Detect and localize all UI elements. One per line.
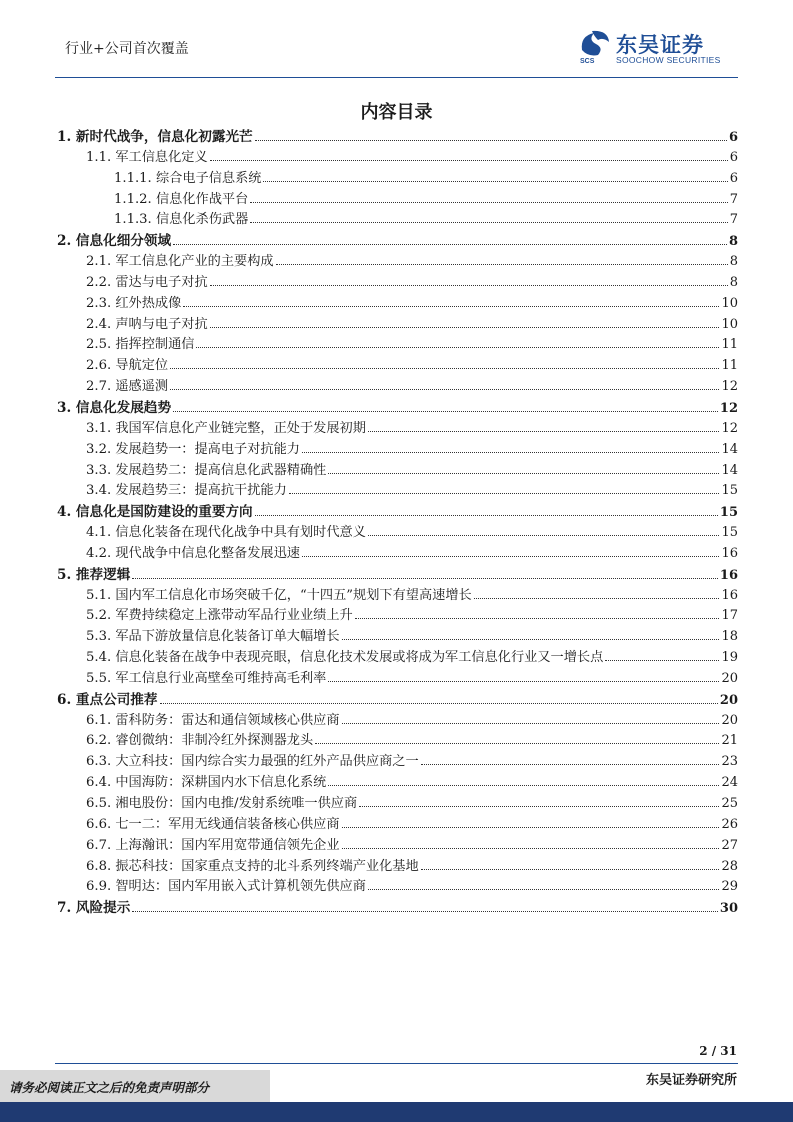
toc-entry-label: 3.2. 发展趋势一：提高电子对抗能力 bbox=[86, 441, 300, 457]
toc-entry[interactable] bbox=[57, 896, 738, 917]
toc-entry-label: 2.1. 军工信息化产业的主要构成 bbox=[86, 254, 274, 270]
toc-leader-dots bbox=[315, 743, 719, 744]
toc-entry-label: 2.4. 声呐与电子对抗 bbox=[86, 316, 208, 332]
toc-leader-dots bbox=[263, 181, 727, 182]
toc-leader-dots bbox=[355, 618, 720, 619]
toc-leader-dots bbox=[210, 327, 720, 328]
toc-entry-label: 1. 新时代战争，信息化初露光芒 bbox=[57, 129, 253, 145]
toc-entry[interactable] bbox=[57, 625, 738, 646]
toc-entry-page: 8 bbox=[729, 254, 738, 270]
toc-leader-dots bbox=[173, 411, 718, 412]
toc-entry[interactable] bbox=[57, 375, 738, 396]
toc-leader-dots bbox=[160, 703, 718, 704]
toc-entry-label: 3.4. 发展趋势三：提高抗干扰能力 bbox=[86, 483, 287, 499]
toc-leader-dots bbox=[196, 347, 719, 348]
toc-entry-page: 11 bbox=[721, 337, 738, 353]
toc-entry-page: 20 bbox=[719, 692, 738, 708]
toc-entry[interactable] bbox=[57, 855, 738, 876]
toc-entry-label: 5.1. 国内军工信息化市场突破千亿，“十四五”规划下有望高速增长 bbox=[86, 587, 472, 603]
toc-entry-page: 14 bbox=[721, 441, 738, 457]
toc-entry[interactable] bbox=[57, 521, 738, 542]
toc-entry-page: 20 bbox=[721, 670, 738, 686]
toc-entry[interactable] bbox=[57, 584, 738, 605]
toc-leader-dots bbox=[132, 911, 718, 912]
toc-entry-page: 29 bbox=[721, 879, 738, 895]
toc-entry-page: 6 bbox=[729, 149, 738, 165]
toc-entry-label: 5.4. 信息化装备在战争中表现亮眼，信息化技术发展或将成为军工信息化行业又一增长点 bbox=[86, 650, 604, 666]
toc-entry[interactable] bbox=[57, 146, 738, 167]
toc-leader-dots bbox=[210, 285, 728, 286]
toc-entry-label: 6.3. 大立科技：国内综合实力最强的红外产品供应商之一 bbox=[86, 754, 419, 770]
brand-logo bbox=[578, 28, 738, 70]
toc-entry-label: 1.1. 军工信息化定义 bbox=[86, 149, 208, 165]
toc-entry-page: 8 bbox=[728, 234, 738, 250]
toc-entry-label: 7. 风险提示 bbox=[57, 900, 131, 917]
toc-entry[interactable] bbox=[57, 292, 738, 313]
toc-leader-dots bbox=[368, 889, 720, 890]
toc-entry-label: 6.6. 七一二：军用无线通信装备核心供应商 bbox=[86, 816, 340, 832]
toc-title: 内容目录 bbox=[360, 102, 433, 123]
brand-abbr: SCS bbox=[580, 58, 595, 65]
toc-entry-page: 21 bbox=[721, 733, 738, 749]
toc-leader-dots bbox=[302, 556, 719, 557]
toc-entry[interactable] bbox=[57, 250, 738, 271]
toc-entry[interactable] bbox=[57, 688, 738, 709]
toc-entry-page: 24 bbox=[721, 775, 738, 791]
toc-entry-page: 20 bbox=[721, 712, 738, 728]
toc-entry-label: 6. 重点公司推荐 bbox=[57, 691, 158, 708]
toc-entry-label: 2. 信息化细分领域 bbox=[57, 233, 172, 250]
toc-entry-page: 6 bbox=[729, 170, 738, 186]
toc-entry-label: 1.1.3. 信息化杀伤武器 bbox=[114, 212, 249, 228]
footer-divider bbox=[55, 1063, 738, 1064]
toc-entry-page: 12 bbox=[721, 420, 738, 436]
toc-leader-dots bbox=[170, 389, 719, 390]
disclaimer-box bbox=[0, 1070, 270, 1102]
toc-leader-dots bbox=[342, 848, 720, 849]
toc-entry-page: 11 bbox=[721, 358, 738, 374]
toc-entry-page: 19 bbox=[721, 650, 738, 666]
brand-name-en: SOOCHOW SECURITIES bbox=[616, 55, 721, 65]
toc-entry-page: 23 bbox=[721, 754, 738, 770]
toc-entry[interactable] bbox=[57, 646, 738, 667]
toc-leader-dots bbox=[132, 578, 718, 579]
toc-entry-label: 6.1. 雷科防务：雷达和通信领域核心供应商 bbox=[86, 712, 340, 728]
toc-entry-label: 6.5. 湘电股份：国内电推/发射系统唯一供应商 bbox=[86, 796, 358, 811]
toc-leader-dots bbox=[474, 598, 720, 599]
toc-leader-dots bbox=[368, 431, 720, 432]
toc-leader-dots bbox=[342, 827, 720, 828]
toc-leader-dots bbox=[173, 244, 727, 245]
toc-entry-page: 28 bbox=[721, 858, 738, 874]
toc-entry[interactable] bbox=[57, 709, 738, 730]
toc-leader-dots bbox=[170, 368, 719, 369]
toc-entry[interactable] bbox=[57, 229, 738, 250]
page-number: 2 / 31 bbox=[699, 1044, 737, 1058]
toc-entry[interactable] bbox=[57, 438, 738, 459]
toc-leader-dots bbox=[328, 473, 719, 474]
toc-entry[interactable] bbox=[57, 417, 738, 438]
toc-entry-label: 1.1.1. 综合电子信息系统 bbox=[114, 170, 262, 186]
toc-entry-label: 6.2. 睿创微纳：非制冷红外探测器龙头 bbox=[86, 733, 314, 749]
toc-entry-label: 5.5. 军工信息行业高壁垒可维持高毛利率 bbox=[86, 670, 327, 686]
toc-entry[interactable] bbox=[57, 313, 738, 334]
toc-leader-dots bbox=[328, 785, 719, 786]
toc-entry-label: 2.2. 雷达与电子对抗 bbox=[86, 274, 208, 290]
toc-entry-label: 6.4. 中国海防：深耕国内水下信息化系统 bbox=[86, 775, 327, 791]
toc-leader-dots bbox=[421, 764, 720, 765]
toc-entry-page: 15 bbox=[719, 505, 738, 521]
toc-entry-page: 12 bbox=[721, 379, 738, 395]
toc-entry[interactable] bbox=[57, 188, 738, 209]
toc-leader-dots bbox=[328, 681, 719, 682]
toc-entry[interactable] bbox=[57, 750, 738, 771]
toc-entry-label: 3.3. 发展趋势二：提高信息化武器精确性 bbox=[86, 462, 327, 478]
toc-entry-page: 14 bbox=[721, 462, 738, 478]
toc-entry[interactable] bbox=[57, 771, 738, 792]
toc-entry[interactable] bbox=[57, 208, 738, 229]
toc-entry-page: 16 bbox=[719, 567, 738, 583]
toc-entry-page: 16 bbox=[721, 587, 738, 603]
toc-entry-page: 15 bbox=[721, 483, 738, 499]
toc-entry-label: 3. 信息化发展趋势 bbox=[57, 399, 172, 416]
toc-entry[interactable] bbox=[57, 354, 738, 375]
toc-entry[interactable] bbox=[57, 834, 738, 855]
toc-entry[interactable] bbox=[57, 459, 738, 480]
toc-leader-dots bbox=[250, 202, 727, 203]
toc-entry[interactable] bbox=[57, 813, 738, 834]
toc-leader-dots bbox=[359, 806, 719, 807]
toc-entry[interactable] bbox=[57, 479, 738, 500]
toc-leader-dots bbox=[342, 723, 720, 724]
toc-leader-dots bbox=[255, 515, 718, 516]
toc-entry-page: 6 bbox=[728, 130, 738, 145]
toc-entry-label: 5. 推荐逻辑 bbox=[57, 566, 131, 583]
toc-entry-page: 7 bbox=[729, 191, 738, 207]
toc-leader-dots bbox=[342, 639, 720, 640]
toc-entry-page: 30 bbox=[719, 901, 738, 917]
toc-entry-page: 15 bbox=[721, 525, 738, 541]
toc-entry-page: 10 bbox=[721, 295, 738, 311]
report-category: 行业+公司首次覆盖 bbox=[65, 41, 189, 57]
disclaimer-text: 请务必阅读正文之后的免责声明部分 bbox=[9, 1080, 210, 1095]
toc-entry[interactable] bbox=[57, 271, 738, 292]
toc-entry-label: 4.1. 信息化装备在现代化战争中具有划时代意义 bbox=[86, 525, 366, 541]
brand-name-cn: 东吴证券 bbox=[616, 33, 704, 57]
table-of-contents bbox=[57, 125, 738, 917]
toc-entry-label: 4. 信息化是国防建设的重要方向 bbox=[57, 504, 253, 521]
toc-entry[interactable] bbox=[57, 792, 738, 813]
toc-entry[interactable] bbox=[57, 604, 738, 625]
toc-entry[interactable] bbox=[57, 125, 738, 146]
toc-entry-page: 10 bbox=[721, 316, 738, 332]
toc-entry[interactable] bbox=[57, 563, 738, 584]
toc-leader-dots bbox=[421, 869, 720, 870]
toc-entry-page: 12 bbox=[719, 400, 738, 416]
toc-entry-label: 6.7. 上海瀚讯：国内军用宽带通信领先企业 bbox=[86, 837, 340, 853]
toc-entry-page: 7 bbox=[729, 212, 738, 228]
toc-entry-label: 2.5. 指挥控制通信 bbox=[86, 337, 195, 353]
toc-leader-dots bbox=[210, 160, 728, 161]
firm-name: 东吴证券研究所 bbox=[645, 1073, 737, 1088]
toc-entry[interactable] bbox=[57, 667, 738, 688]
toc-entry[interactable] bbox=[57, 333, 738, 354]
toc-entry-label: 2.6. 导航定位 bbox=[86, 358, 169, 374]
toc-entry-page: 27 bbox=[721, 837, 738, 853]
toc-leader-dots bbox=[255, 140, 727, 141]
toc-entry-label: 6.9. 智明达：国内军用嵌入式计算机领先供应商 bbox=[86, 879, 366, 895]
toc-leader-dots bbox=[605, 660, 719, 661]
toc-entry-page: 25 bbox=[721, 796, 738, 811]
toc-entry-page: 26 bbox=[721, 816, 738, 832]
toc-entry-label: 3.1. 我国军信息化产业链完整，正处于发展初期 bbox=[86, 420, 366, 436]
toc-entry-page: 18 bbox=[721, 629, 738, 645]
toc-entry-page: 17 bbox=[721, 608, 738, 624]
toc-entry[interactable] bbox=[57, 167, 738, 188]
toc-entry-label: 5.3. 军品下游放量信息化装备订单大幅增长 bbox=[86, 629, 340, 645]
footer-bar bbox=[0, 1102, 793, 1122]
toc-entry[interactable] bbox=[57, 875, 738, 896]
toc-leader-dots bbox=[276, 264, 728, 265]
toc-entry[interactable] bbox=[57, 500, 738, 521]
toc-leader-dots bbox=[302, 452, 719, 453]
toc-entry[interactable] bbox=[57, 396, 738, 417]
toc-entry-page: 8 bbox=[729, 274, 738, 290]
toc-entry-label: 4.2. 现代战争中信息化整备发展迅速 bbox=[86, 545, 300, 561]
logo-mark-icon bbox=[578, 28, 612, 58]
toc-entry-label: 5.2. 军费持续稳定上涨带动军品行业业绩上升 bbox=[86, 608, 353, 624]
toc-leader-dots bbox=[289, 493, 720, 494]
toc-entry[interactable] bbox=[57, 729, 738, 750]
toc-leader-dots bbox=[250, 222, 727, 223]
toc-entry-label: 2.3. 红外热成像 bbox=[86, 295, 182, 311]
toc-entry-label: 2.7. 遥感遥测 bbox=[86, 379, 169, 395]
toc-entry[interactable] bbox=[57, 542, 738, 563]
toc-entry-label: 1.1.2. 信息化作战平台 bbox=[114, 191, 249, 207]
toc-entry-page: 16 bbox=[721, 545, 738, 561]
header-divider bbox=[55, 77, 738, 78]
toc-leader-dots bbox=[183, 306, 719, 307]
toc-entry-label: 6.8. 振芯科技：国家重点支持的北斗系列终端产业化基地 bbox=[86, 858, 419, 874]
toc-leader-dots bbox=[368, 535, 720, 536]
